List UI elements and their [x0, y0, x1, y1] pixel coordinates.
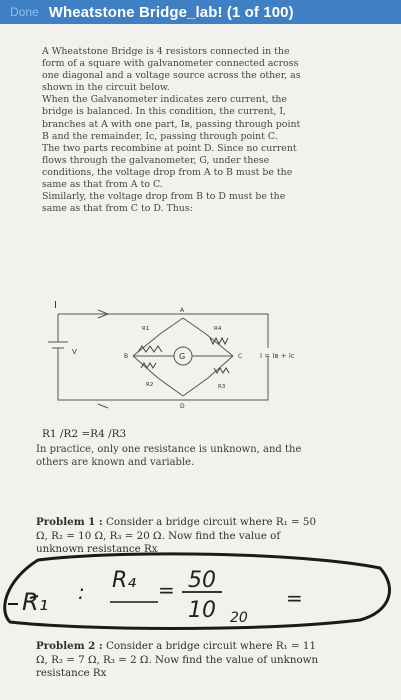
intro-line: flows through the galvanometer, G, under these: [42, 154, 270, 166]
hand-frac-bottom: 10: [188, 598, 216, 623]
hand-lhs: R₁: [22, 588, 49, 616]
top-bar: [0, 0, 401, 24]
hand-frac-top: 50: [188, 568, 216, 593]
intro-line: Similarly, the voltage drop from B to D must be the: [42, 191, 286, 203]
node-b-label: B: [124, 353, 129, 360]
intro-line: When the Galvanometer indicates zero current, the: [42, 94, 287, 106]
hand-equals: =: [158, 578, 175, 602]
current-relation: I = Iʙ + Iᴄ: [260, 352, 295, 360]
intro-line: conditions, the voltage drop from A to B must be the: [42, 166, 293, 178]
intro-line: branches at A with one part, Iʙ, passing through point: [42, 118, 301, 130]
problem-2-line: resistance Rx: [36, 667, 107, 679]
intro-line: B and the remainder, Iᴄ, passing through point C.: [42, 130, 278, 142]
practice-paragraph: [36, 443, 336, 469]
problem-1-line: Ω, R₂ = 10 Ω, R₃ = 20 Ω. Now find the value of: [36, 529, 281, 542]
node-a-label: A: [180, 307, 185, 314]
problem-2-line: Ω, R₂ = 7 Ω, R₃ = 2 Ω. Now find the value of unknown: [36, 653, 319, 666]
intro-line: form of a square with galvanometer connected across: [42, 58, 299, 70]
practice-line: others are known and variable.: [36, 457, 195, 468]
problem-1-lead: Problem 1 :: [36, 516, 103, 528]
current-label: I: [54, 300, 57, 311]
problem-1-line: unknown resistance Rx: [36, 543, 158, 555]
hand-extra: 20: [230, 610, 248, 626]
ratio-equation: R1 /R2 =R4 /R3: [42, 428, 127, 440]
r1-label: R1: [142, 326, 150, 332]
problem-2-lead: Problem 2 :: [36, 640, 103, 652]
hand-colon: :: [78, 580, 85, 604]
intro-line: A Wheatstone Bridge is 4 resistors connected in the: [42, 46, 290, 57]
hand-rhs-top: R₄: [112, 568, 137, 593]
intro-line: shown in the circuit below.: [42, 82, 170, 94]
done-button[interactable]: Done: [10, 5, 39, 19]
r4-label: R4: [214, 326, 222, 332]
problem-1-line: Consider a bridge circuit where R₁ = 50: [106, 516, 317, 528]
problem-2-line: Consider a bridge circuit where R₁ = 11: [106, 640, 317, 652]
problem-2: [36, 640, 366, 681]
practice-line: In practice, only one resistance is unknown, and the: [36, 444, 302, 455]
intro-line: same as that from C to D. Thus:: [42, 203, 193, 215]
voltage-label: V: [72, 348, 77, 356]
galvanometer-label: G: [179, 352, 186, 361]
document-title: Wheatstone Bridge_lab! (1 of 100): [48, 3, 294, 21]
intro-line: same as that from A to C.: [42, 179, 163, 191]
intro-line: The two parts recombine at point D. Since no current: [42, 142, 297, 154]
node-d-label: D: [180, 403, 185, 410]
r2-label: R2: [146, 382, 154, 388]
intro-line: bridge is balanced. In this condition, the current, I,: [42, 106, 287, 118]
hand-equals-2: =: [286, 586, 303, 610]
intro-line: one diagonal and a voltage source across the other, as: [42, 70, 301, 82]
r3-label: R3: [218, 384, 226, 390]
node-c-label: C: [238, 353, 243, 360]
intro-paragraph: [42, 46, 342, 215]
wheatstone-circuit-diagram: [38, 296, 368, 416]
